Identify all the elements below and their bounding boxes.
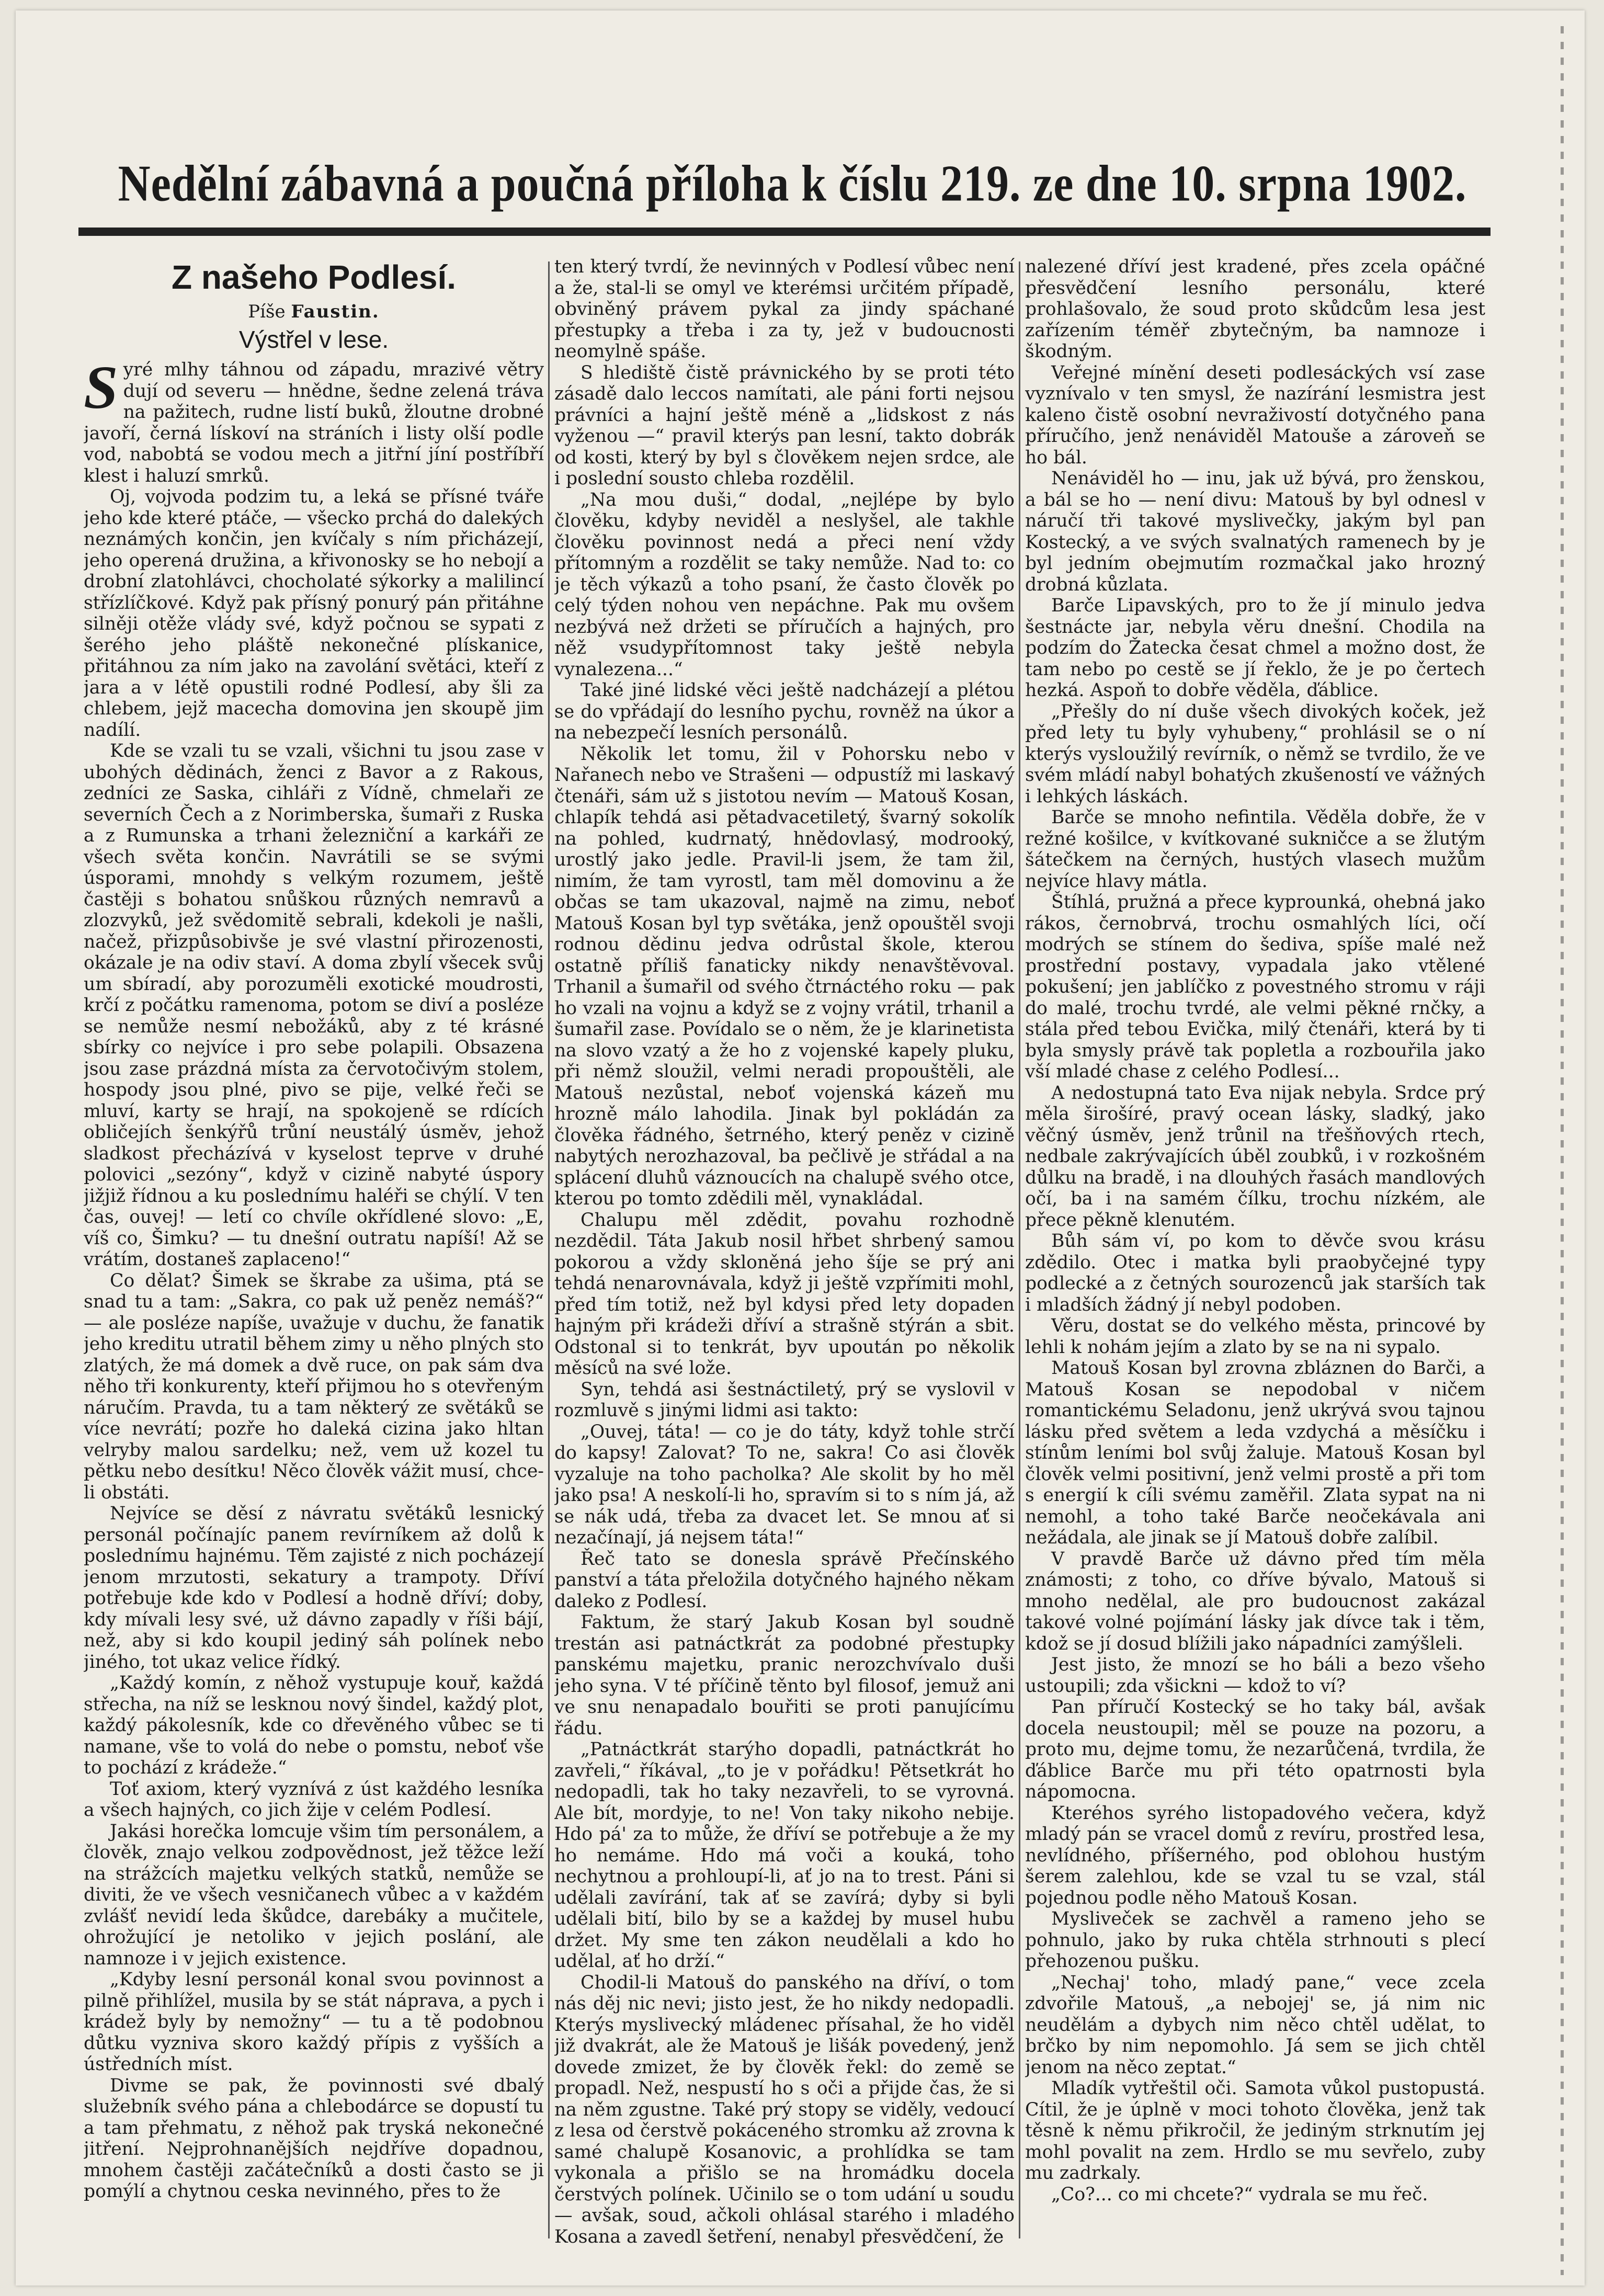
paragraph: Divme se pak, že povinnosti své dbalý služebník svého pána a chlebodárce se dopustí tu a tam přehmatu, z něhož pak tryská nekonečné jitření. Nejprohnanějších nejdříve dopadnou, mnohem častěji začátečníků a dosti často se ji pomýlí a chytnou ceska nevinného, přes to že [84,2075,544,2202]
column-rule [1019,262,1020,2238]
paragraph: „Kdyby lesní personál konal svou povinnost a pilně přihlížel, musila by se stát náprava, a pych i krádež byly by nemožny“ — tu a tě podobnou důtku vyzniva skoro každý přípis z vyšších a ústředních míst. [84,1969,544,2075]
paragraph: Mysliveček se zachvěl a rameno jeho se pohnulo, jako by ruka chtěla strhnouti s plecí přehozenou pušku. [1025,1908,1485,1972]
paragraph: Chodil-li Matouš do panského na dříví, o tom nás děj nic nevi; jisto jest, že ho nikdy nedopadli. Kterýs myslivecký mládenec přísahal, že ho viděl již dvakrát, ale že Matouš je lišák povedený, jenž dovede zmizet, že by člověk řekl: do země se propadl. Než, nespustí ho s oči a přijde čas, že si na něm zgustne. Také prý stopy se viděly, vedoucí z lesa od čerstvě pokáceného stromku až zrovna k samé chalupě Kosanovic, a prohlídka se tam vykonala a přišlo se na hromádku docela čerstvých polínek. Učinilo se o tom udání u soudu — avšak, soud, ačkoli ohlásal starého i mladého Kosana a zavedl šetření, nenabyl přesvědčení, že [554,1972,1015,2247]
paragraph: „Ouvej, táta! — co je do táty, když tohle strčí do kapsy! Zalovat? To ne, sakra! Co asi člověk vyzaluje na toho pacholka? Ale skolit by ho měl jako psa! A neskolí-li ho, spravím si to s ním já, až se nák udá, třeba za dvacet let. Se mnou ať si nezačínají, já nejsem táta!“ [554,1421,1015,1548]
article-author [84,301,544,323]
paragraph: Štíhlá, pružná a přece kyprounká, ohebná jako rákos, černobrvá, trochu osmahlých líci, očí modrých se stínem do šediva, spíše malé než prostřední postavy, vypadala jako vtělené pokušení; jen jablíčko z povestného stromu v ráji do malé, trochu tvrdé, ale velmi pěkné rnčky, a stála před tebou Evička, milý čtenáři, která by ti byla smysly právě tak popletla a rozbouřila jako vší mladé chase z celého Podlesí... [1025,892,1485,1082]
paragraph [84,353,544,486]
paragraph: Několik let tomu, žil v Pohorsku nebo v Nařanech nebo ve Strašeni — odpustíž mi laskavý čtenáři, sám už s jistotou nevím — Matouš Kosan, chlapík tehdá asi pětadvacetiletý, švarný sokolík na pohled, kudrnatý, hnědovlasý, modrooký, urostlý jako jedle. Pravil-li jsem, že tam žil, nimím, že tam vyrostl, tam měl domovinu a že občas se tam ukazoval, najmě na zimu, neboť Matouš Kosan byl typ světáka, jenž opouštěl svoji rodnou dědinu jedva odrůstal škole, kterou ostatně příliš fanaticky nikdy nenavštěvoval. Trhanil a šumařil od svého čtrnáctého roku — pak ho vzali na vojnu a když se z vojny vrátil, trhanil a šumařil zase. Povídalo se o něm, že je klarinetista na slovo vzatý a že ho z vojenské kapely pluku, při němž sloužil, velmi neradi propouštěli, ale Matouš nezůstal, neboť vojenská kázeň mu hrozně málo lahodila. Jinak byl pokládán za člověka řádného, šetrného, který peněz v cizině nabytých nerozhazoval, ba pečlivě je střádal a na splácení dluhů váznoucích na chalupě svého otce, kterou po tomto zdědili měl, vynakládal. [554,743,1015,1209]
paragraph: „Nechaj' toho, mladý pane,“ vece zcela zdvořile Matouš, „a nebojej' se, já nim nic neudělám a dybych nim něco chtěl udělat, to brčko by nim nepomohlo. Já sem se jich chtěl jenom na něco zeptat.“ [1025,1972,1485,2078]
paragraph: „Patnáctkrát starýho dopadli, patnáctkrát ho zavřeli,“ říkával, „to je v pořádku! Pětsetkrát ho nedopadli, tak ho taky nezavřeli, to se vyrovná. Ale bít, mordyje, to ne! Von taky nikoho nebije. Hdo pá' za to může, že dříví se potřebuje a že my ho nemáme. Hdo má voči a kouká, toho nechytnou a prohloupí-li, ať jo na to trest. Páni si udělali zavírání, tak ať se zavírá; dyby si byli udělali bití, bilo by se a každej by musel hubu držet. My sme ten zákon neudělali a kdo ho udělal, ať ho drží.“ [554,1739,1015,1972]
paragraph: „Přešly do ní duše všech divokých koček, jež před lety tu byly vyhubeny,“ prohlásil se o ní kterýs vysloužilý revírník, o němž se tvrdilo, že ve svém mládí nabyl bohatých zkušeností ve vážných i lehkých láskách. [1025,701,1485,807]
column-rule [548,262,550,2238]
paragraph: Syn, tehdá asi šestnáctiletý, prý se vyslovil v rozmluvě s jinými lidmi asi takto: [554,1379,1015,1421]
paragraph: Toť axiom, který vyznívá z úst každého lesníka a všech hajných, co jich žije v celém Podlesí. [84,1778,544,1821]
masthead: Nedělní zábavná a poučná příloha k číslu 219. ze dne 10. srpna 1902. [118,154,1467,212]
article-subtitle: Výstřel v lese. [238,325,389,353]
paragraph: Nejvíce se děsí z návratu světáků lesnický personál počínajíc panem revírníkem až dolů k poslednímu hajnému. Těm zajisté z nich pocházejí jenom mrzutosti, sekatury a trampoty. Dříví potřebuje kde kdo v Podlesí a hodně dříví; doby, kdy mívali lesy své, už dávno zapadly v říši bájí, než, aby si kdo koupil jediný sáh polínek nebo jiného, tot ukaz velice řídký. [84,1503,544,1673]
paragraph: nalezené dříví jest kradené, přes zcela opáčné přesvědčení lesního personálu, které prohlašovalo, že soud proto skůdcům lesa jest zařízením téměř zbytečným, ba namnoze i škodným. [1025,256,1485,362]
author-prefix: Píše [248,301,286,322]
paragraph: Také jiné lidské věci ještě nadcházejí a plétou se do vpřádají do lesního pychu, rovněž na úkor a na nebezpečí lesních personálů. [554,680,1015,743]
paragraph: S hlediště čistě právnického by se proti této zásadě dalo leccos namítati, ale páni forti nejsou právníci a hajní ještě méně a „lidskost z nás vyženou —“ pravil kterýs pan lesní, takto dobrák od kosti, který by byl s člověkem nejen srdce, ale i poslední sousto chleba rozdělil. [554,362,1015,489]
paragraph: Faktum, že starý Jakub Kosan byl soudně trestán asi patnáctkrát za podobné přestupky panskému majetku, pranic nerozchvívalo duši jeho syna. V té příčině těnto byl filosof, jemuž ani ve snu nenapadalo bouřiti se proti panujícímu řádu. [554,1612,1015,1739]
paragraph: Kde se vzali tu se vzali, všichni tu jsou zase v ubohých dědinách, ženci z Bavor a z Rakous, zedníci ze Saska, cihláři z Vídně, chmelaři ze severních Čech a z Norimberska, šumaři z Ruska a z Rumunska a trhani železniční a karkáři ze všech světa končin. Navrátili se se svými úsporami, mnohdy s velkým rozumem, ještě častěji s bohatou snůškou různých nemravů a zlozvyků, jež svědomitě sebrali, kdekoli je našli, načež, přizpůsobivše je své vlastní přirozenosti, okázale je na odiv staví. A doma zbylí všecek svůj um sbíradí, aby porozuměli exotické moudrosti, krčí z počátku ramenoma, potom se diví a posléze se nemůže nesmí nebožáků, aby z té krásné sbírky co nejvíce i pro sebe polapili. Obsazena jsou zase prázdná místa za červotočivým stolem, hospody jsou plné, pivo se pije, velké řeči se mluví, karty se hrají, na spokojeně se rdících obličejích šenkýřů trůní neustálý úsměv, jehož sladkost přecházívá v kyselost teprve v druhé polovici „sezóny“, když v cizině nabyté úspory jižjiž řídnou a ku poslednímu haléři se chýlí. V ten čas, ouvej! — letí co chvíle okřídlené slovo: „E, víš co, Šimku? — tu dnešní outratu napíší! Až se vrátím, dostaneš zaplaceno!“ [84,741,544,1270]
paragraph: Mladík vytřeštil oči. Samota vůkol pustopustá. Cítil, že je úplně v moci tohoto člověka, jenž tak těsně k němu přikročil, že jediným strknutím jej mohl povalit na zem. Hrdlo se mu sevřelo, zuby mu zadrkaly. [1025,2078,1485,2184]
column-3 [1025,256,1485,2254]
paragraph: Jakási horečka lomcuje všim tím personálem, a člověk, znajo velkou zodpovědnost, jež těžce leží na strážcích majetku velkých statků, nemůže se diviti, že ve všech vesničanech vůbec a v každém zvlášť nevidí leda škůdce, darebáky a mučitele, ohrožující je netoliko v jejich poslání, ale namnoze i v jejich existence. [84,1821,544,1969]
paragraph: V pravdě Barče už dávno před tím měla známosti; z toho, co dříve bývalo, Matouš si mnoho nedělal, ale pro budoucnost zakázal takové volné pojímání lásky jak dívce tak i těm, kdož se jí dosud blížili jako nápadníci zamýšleli. [1025,1548,1485,1654]
paragraph: Oj, vojvoda podzim tu, a leká se přísné tváře jeho kde které ptáče, — všecko prchá do dalekých neznámých končin, jen kvíčaly s ním přicházejí, jeho operená družina, a křivonosky se ho nebojí a drobní zlatohlávci, chocholaté sýkorky a malilincí střízlíčkové. Když pak přísný ponurý pán přitáhne silněji otěže vlády své, když počnou se sypati z šerého jeho pláště nekonečné plískanice, přitáhnou za ním jako na zavolání světáci, kteří z jara a v létě opustili rodné Podlesí, aby šli za chlebem, jejž macecha domovina jen skoupě jim nadílí. [84,486,544,741]
paragraph: Pan příručí Kostecký se ho taky bál, avšak docela neustoupil; měl se pouze na pozoru, a proto mu, dejme tomu, že nezarůčená, tvrdila, že ďáblice Barče mu při této opatrnosti byla nápomocna. [1025,1697,1485,1802]
masthead-rule [78,228,1491,236]
paragraph: „Každý komín, z něhož vystupuje kouř, každá střecha, na níž se lesknou nový šindel, každý plot, každý pákolesník, kde co dřevěného vůbec se ti namane, vše to volá do nebe o pomstu, neboť vše to pochází z krádeže.“ [84,1673,544,1778]
column-2 [554,256,1015,2254]
paragraph: A nedostupná tato Eva nijak nebyla. Srdce prý měla širošíré, pravý ocean lásky, sladký, jako věčný úsměv, jenž trůnil na třešňových rtech, nedbale zakrývajících úběl zoubků, i v rozkošném důlku na bradě, i na dlouhých řasách mandlových očí, ba i na samém čílku, trochu nízkém, ale přece pěkně klenutém. [1025,1082,1485,1231]
paragraph: Co dělat? Šimek se škrabe za ušima, ptá se snad tu a tam: „Sakra, co pak už peněz nemáš?“ — ale posléze napíše, uvažuje v duchu, že fanatik jeho kreditu utratil během zimy u něho plných sto zlatých, že má domek a dvě ruce, on pak sám dva něho tři konkurenty, kteří přijmou ho s otevřeným náručím. Pravda, tu a tam některý ze světáků se více nevrátí; pozře ho daleká cizina jako hltan velryby malou sardelku; než, vem už kozel tu pětku nebo desítku! Něco člověk vážit musí, chce-li obstáti. [84,1270,544,1503]
paragraph: Barče se mnoho nefintila. Věděla dobře, že v režné košilce, v kvítkované sukničce a se žlutým šátečkem na černých, hustých vlasech mužům nejvíce hlavy mátla. [1025,807,1485,892]
paragraph: „Co?... co mi chcete?“ vydrala se mu řeč. [1051,2184,1428,2205]
paragraph: Nenáviděl ho — inu, jak už bývá, pro ženskou, a bál se ho — není divu: Matouš by byl odnesl v náručí tři takové myslivečky, jakým byl pan Kostecký, a ve svých svalnatých ramenech by je byl jedním obejmutím rozmačkal jako hrozný drobná kůzlata. [1025,468,1485,595]
paragraph: Jest jisto, že mnozí se ho báli a bezo všeho ustoupili; zda všickni — kdož to ví? [1025,1654,1485,1697]
paragraph: Veřejné mínění deseti podlesáckých vsí zase vyznívalo v ten smysl, že nazírání lesmistra jest kaleno čistě osobní nevraživostí dotyčného pana příručího, jenž nenáviděl Matouše a zároveň se ho bál. [1025,362,1485,468]
paragraph: „Na mou duši,“ dodal, „nejlépe by bylo člověku, kdyby neviděl a neslyšel, ale takhle člověku povinnost nedá a přeci není vždy přítomným a rozdělit se taky nemůže. Nad to: co je těch výkazů a toho psaní, že často člověk po celý týden nohou ven nepáchne. Pak mu ovšem nezbývá než držeti se příručích a hajných, pro něž vsudypřítomnost taky ještě nebyla vynalezena...“ [554,489,1015,680]
paragraph: Matouš Kosan byl zrovna zbláznen do Barči, a Matouš Kosan se nepodobal v ničem romantickému Seladonu, jenž ukrývá svou tajnou lásku před světem a leda vzdychá a měsíčku i stínům leními bol svůj žaluje. Matouš Kosan byl člověk velmi positivní, jenž velmi prostě a při tom s energií k cíli svému zaměřil. Zlata sypat na ni nemohl, a toho také Barče neočekávala ani nežádala, ale jinak se jí Matouš dobře zalíbil. [1025,1358,1485,1548]
paragraph: Řeč tato se donesla správě Přečínského panství a táta přeložila dotyčného hajného někam daleko z Podlesí. [554,1548,1015,1612]
paragraph: Barče Lipavských, pro to že jí minulo jedva šestnácte jar, nebyla věru dnešní. Chodila na podzím do Žatecka česat chmel a možno dost, že tam nebo po cestě se jí řeklo, že je po čertech hezká. Aspoň to dobře věděla, ďáblice. [1025,595,1485,701]
paragraph-text: yré mlhy táhnou od západu, mrazivé větry dují od severu — hnědne, šedne zelená tráva na pažitech, rudne listí buků, žloutne drobné javoří, černá lískoví na stráních i listy olší podle vod, nabobtá se vodou mech a jitřní jíní postříbří klest i haluzí smrků. [84,359,544,486]
paragraph: ten který tvrdí, že nevinných v Podlesí vůbec není a že, stal-li se omyl ve kterémsi určitém případě, obviněný právem pykal za jindy spáchané přestupky a třeba i za ty, jež v budoucnosti neomylně spáše. [554,256,1015,362]
column-1 [84,256,544,2254]
page-edge-binding [1561,26,1564,2275]
paragraph: Bůh sám ví, po kom to děvče svou krásu zdědilo. Otec i matka byli praobyčejné typy podlecké a z četných sourozenců jak starších tak i mladších žádný jí nebyl podoben. [1025,1231,1485,1315]
drop-cap: S [84,353,118,422]
paragraph: Věru, dostat se do velkého města, princové by lehli k nohám jejím a zlato by se na ni sypalo. [1025,1315,1485,1358]
paragraph: Kteréhos syrého listopadového večera, když mladý pán se vracel domů z revíru, prostřed lesa, nevlídného, příšerného, pod oblohou hustým šerem zalehlou, kde se vzal tu se vzal, stál pojednou podle něho Matouš Kosan. [1025,1802,1485,1908]
author-name: Faustin. [291,301,380,322]
article-title: Z našeho Podlesí. [171,258,457,296]
paragraph: Chalupu měl zdědit, povahu rozhodně nezdědil. Táta Jakub nosil hřbet shrbený samou pokorou a vždy skloněná jeho šíje se prý ani tehdá nenarovnávala, když ji ještě vzpřímiti mohl, před tím totiž, než byl kdysi před lety dopaden hajným při krádeži dříví a strašně stýrán a sbit. Odstonal si to tenkrát, byv upoután po několik měsíců na své lože. [554,1209,1015,1379]
